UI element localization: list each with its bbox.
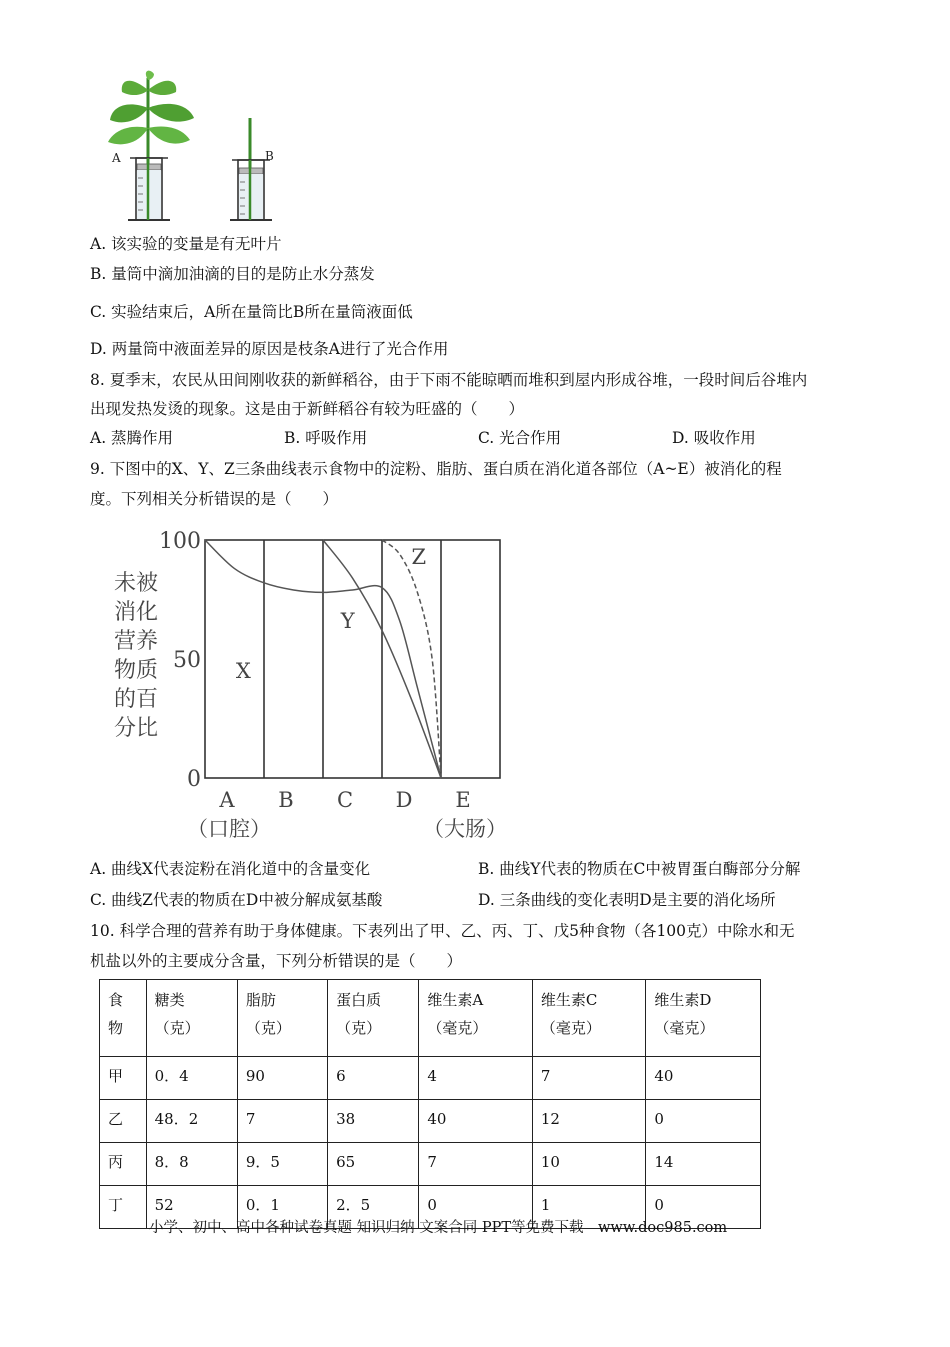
y-axis-label: [114, 571, 158, 741]
table-row: [100, 1143, 761, 1186]
table-cell: 乙: [100, 1100, 147, 1143]
table-cell: 7: [237, 1100, 327, 1143]
table-cell: 7: [419, 1143, 533, 1186]
q7-option-b: B. 量筒中滴加油滴的目的是防止水分蒸发: [90, 265, 375, 283]
table-cell: 0．1: [237, 1186, 327, 1229]
q9-stem-line2: 度。下列相关分析错误的是（ ）: [90, 490, 339, 508]
q7-option-a: A. 该实验的变量是有无叶片: [90, 235, 282, 253]
table-cell: 甲: [100, 1057, 147, 1100]
series-label-y: Y: [340, 609, 355, 634]
y-axis-label-line: 未被: [114, 571, 159, 596]
x-tick-label: B: [278, 788, 294, 812]
table-cell: 65: [328, 1143, 419, 1186]
table-cell: 40: [646, 1057, 761, 1100]
y-tick-label: 0: [187, 767, 201, 792]
table-cell: 52: [146, 1186, 237, 1229]
table-cell: 40: [419, 1100, 533, 1143]
table-cell: 0: [646, 1186, 761, 1229]
table-header-row: [100, 980, 761, 1057]
series-label-z: Z: [411, 544, 427, 569]
cylinder-b: [230, 118, 274, 220]
cylinder-a: [108, 71, 194, 220]
y-axis-label-line: 的百: [114, 687, 159, 712]
table-cell: 38: [328, 1100, 419, 1143]
y-axis-label-line: 消化: [114, 600, 159, 625]
x-tick-label: A: [219, 788, 235, 812]
table-cell: 0．4: [146, 1057, 237, 1100]
table-header-cell: 维生素D （毫克）: [646, 980, 761, 1057]
y-tick-label: 100: [159, 529, 201, 554]
y-axis-label-line: 营养: [114, 629, 159, 654]
page-footer: 小学、初中、高中各种试卷真题 知识归纳 文案合同 PPT等免费下载 www.doc985.com: [149, 1220, 728, 1236]
x-axis-ticks: [187, 788, 507, 841]
q9-option-c: C. 曲线Z代表的物质在D中被分解成氨基酸: [90, 891, 383, 909]
y-tick-label: 50: [173, 648, 201, 673]
table-cell: 丙: [100, 1143, 147, 1186]
table-cell: 12: [532, 1100, 646, 1143]
q8-option-a: A. 蒸腾作用: [90, 429, 174, 447]
nutrition-table: [99, 979, 761, 1229]
table-header-cell: 食 物: [100, 980, 147, 1057]
table-cell: 1: [532, 1186, 646, 1229]
x-tick-label: C: [336, 788, 354, 812]
table-cell: 14: [646, 1143, 761, 1186]
table-cell: 0: [419, 1186, 533, 1229]
plant-cylinder-figure: [100, 70, 290, 225]
q8-option-d: D. 吸收作用: [672, 429, 756, 447]
table-row: [100, 1057, 761, 1100]
y-axis-label-line: 分比: [114, 716, 159, 741]
q8-option-b: B. 呼吸作用: [284, 429, 368, 447]
table-header-cell: 维生素C （毫克）: [532, 980, 646, 1057]
q8-stem-line1: 8. 夏季末，农民从田间刚收获的新鲜稻谷，由于下雨不能晾晒而堆积到屋内形成谷堆，一段时间后谷堆内: [90, 371, 808, 389]
q10-stem-line1: 10. 科学合理的营养有助于身体健康。下表列出了甲、乙、丙、丁、戊5种食物（各100克）中除水和无: [90, 922, 795, 940]
q8-stem-line2: 出现发热发烫的现象。这是由于新鲜稻谷有较为旺盛的（ ）: [90, 400, 525, 418]
table-cell: 6: [328, 1057, 419, 1100]
q9-stem-line1: 9. 下图中的X、Y、Z三条曲线表示食物中的淀粉、脂肪、蛋白质在消化道各部位（A~E）被消化的程: [90, 460, 782, 478]
table-cell: 8．8: [146, 1143, 237, 1186]
q9-option-d: D. 三条曲线的变化表明D是主要的消化场所: [478, 891, 776, 909]
table-row: [100, 1100, 761, 1143]
q10-stem-line2: 机盐以外的主要成分含量，下列分析错误的是（ ）: [90, 952, 463, 970]
table-cell: 7: [532, 1057, 646, 1100]
table-cell: 90: [237, 1057, 327, 1100]
table-header-cell: 糖类 （克）: [146, 980, 237, 1057]
label-a: A: [112, 151, 121, 165]
table-cell: 10: [532, 1143, 646, 1186]
table-cell: 2．5: [328, 1186, 419, 1229]
table-header-cell: 维生素A （毫克）: [419, 980, 533, 1057]
table-header-cell: 脂肪 （克）: [237, 980, 327, 1057]
x-tick-note: （口腔）: [187, 817, 271, 841]
table-header-cell: 蛋白质 （克）: [328, 980, 419, 1057]
q8-option-c: C. 光合作用: [478, 429, 562, 447]
q9-option-b: B. 曲线Y代表的物质在C中被胃蛋白酶部分分解: [478, 860, 801, 878]
q9-option-a: A. 曲线X代表淀粉在消化道中的含量变化: [90, 860, 371, 878]
y-axis-label-line: 物质: [114, 658, 159, 683]
digestion-chart: [100, 525, 520, 845]
table-cell: 0: [646, 1100, 761, 1143]
label-b: B: [265, 149, 274, 163]
table-cell: 4: [419, 1057, 533, 1100]
x-tick-label: E: [455, 788, 471, 812]
table-cell: 丁: [100, 1186, 147, 1229]
series-label-x: X: [235, 659, 251, 684]
table-cell: 48．2: [146, 1100, 237, 1143]
x-tick-label: D: [395, 788, 413, 812]
x-tick-note: （大肠）: [423, 817, 507, 841]
y-axis-ticks: [159, 529, 201, 792]
table-cell: 9．5: [237, 1143, 327, 1186]
q7-option-d: D. 两量筒中液面差异的原因是枝条A进行了光合作用: [90, 340, 449, 358]
q7-option-c: C. 实验结束后，A所在量筒比B所在量筒液面低: [90, 303, 413, 321]
